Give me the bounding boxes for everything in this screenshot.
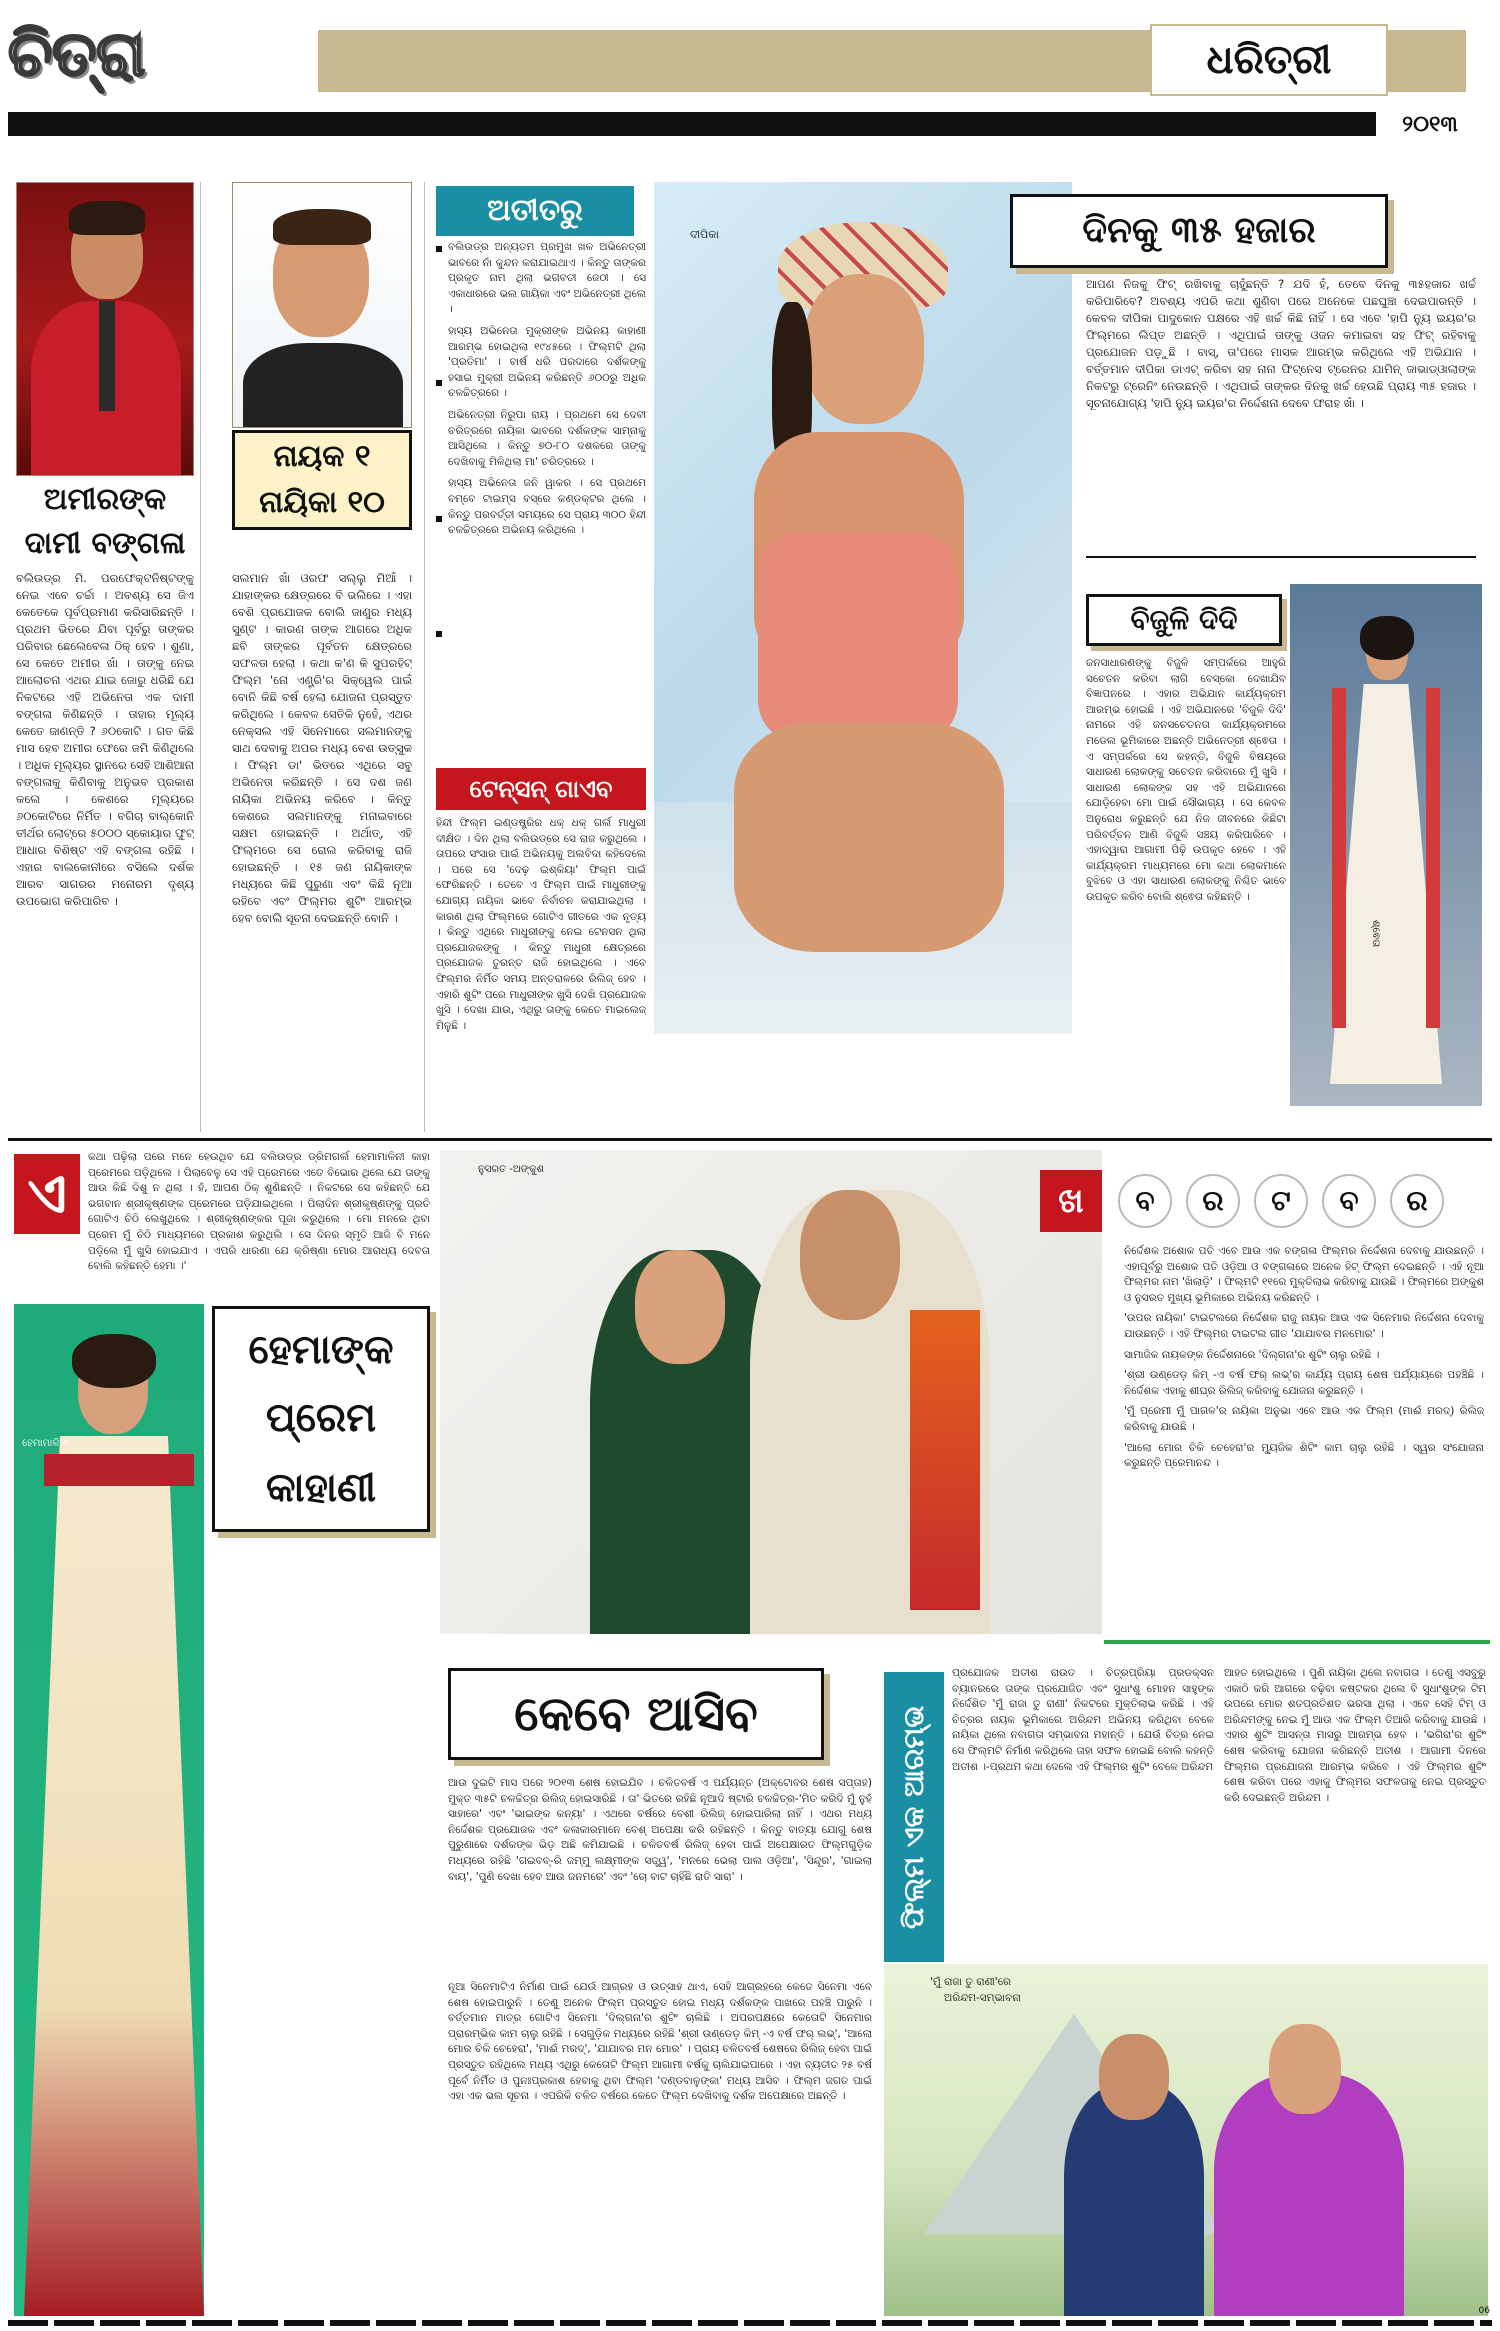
khabar-photo	[440, 1150, 1102, 1634]
hema-intro-letter-box: ଏ	[14, 1154, 80, 1234]
aamir-headline-2: ଦାମୀ ବଙ୍ଗଳା	[24, 526, 186, 561]
bullet-dot	[436, 246, 442, 252]
bijuli-photo-caption: ଶ୍ଵେତା	[1370, 920, 1381, 948]
masthead	[0, 0, 1500, 150]
deepika-face	[804, 274, 924, 424]
khabar-male-scarf	[910, 1310, 980, 1610]
khabar-letter: ର	[1186, 1174, 1240, 1228]
hema-figure-saree	[24, 1436, 204, 2316]
column-divider-1	[200, 182, 201, 1132]
khabar-male-head	[800, 1190, 900, 1320]
khabar-letter: ବ	[1118, 1174, 1172, 1228]
ateetaru-item: ବଲିଉଡ୍‌ର ଅନ୍ୟତମ ପ୍ରମୁଖ ଖଳ ଅଭିନେତ୍ରୀ ଭାବରେ ନାଁ କୁନ୍ଦନ କରାଯାଇଥାଏ । କିନ୍ତୁ ତାଙ୍କର ପ୍ରକୃତ ନାମ ଥିଲା ଭଗବତୀ ଜେଠୀ । ସେ ଏକାଧାରରେ ଭଲ ଗାୟିକା ଏବଂ ଅଭିନେତ୍ରୀ ଥିଲେ ।	[448, 241, 646, 316]
publication-name: ଧରିତ୍ରୀ	[1206, 36, 1332, 83]
khabar-title-letters	[1040, 1170, 1490, 1234]
film-female-head	[1269, 2024, 1341, 2114]
masthead-rule	[8, 112, 1376, 136]
khabar-item: 'ମୁଁ ପ୍ରେମୀ ମୁଁ ପାଗଳ'ର ନାୟିକା ଅନୁଭା ଏବେ ଆଉ ଏକ ଫିଲ୍ମ (ମାଈଁ ମରଦ୍) ରିଲିଜ୍ କରିବାକୁ ଯାଉଛି ।	[1124, 1405, 1484, 1433]
bijuli-figure-dupatta	[1332, 688, 1440, 1028]
khabar-letter: ବ	[1322, 1174, 1376, 1228]
deepika-photo	[654, 182, 1072, 1034]
salman-headline-1: ନାୟକ ୧	[273, 439, 371, 474]
hema-photo	[14, 1304, 204, 2316]
salman-article: ସଲମାନ ଖାଁ ଓରଫ ସଲ୍ଲୁ ମିଆଁ । ଯାହାଙ୍କର କ୍ଷେତ୍ରରେ ବି ଭଲିରେ । ଏହା ବେଶି ପ୍ରଯୋଜକ ବୋଲି ଜାଣୁର ମଧ୍ୟ ସୁଣ୍ଟ । କାରଣ ତାଙ୍କ ଆଗରେ ଅଧିକ ଛବି ତାଙ୍କର ପୂର୍ବତନ କ୍ଷେତ୍ରରେ ସଫଳତା ହେଲା । କଥା କ'ଣ କି ସୁପରହିଟ୍ ଫିଲ୍ମ 'ନୋ ଏଣ୍ଟ୍ରି'ର ସିକ୍ୱେଲ ପାଇଁ ବୋନି କିଛି ବର୍ଷ ହେଲା ଯୋଜନା ପ୍ରସ୍ତୁତ କରିଥିଲେ । କେବଳ ସେତିକି ନୁହେଁ, ଏଥର ନେକ୍ସଲ ଏହି ସିନେମାରେ ସଲମାନଙ୍କୁ ସାଥ ଦେବାକୁ ଅପର ମଧ୍ୟ ବେଶ ଉତ୍ସୁକ । ଫିଲ୍ମ ଡା' ଭିତରେ ଏଥିରେ ସବୁ ଅଭିନେତା କରିଛନ୍ତି । ସେ ଦଶ ଜଣ ନାୟିକା ଅଭିନୟ କରିବେ । କିନ୍ତୁ କେଶରେ ସଲମାନଙ୍କୁ ମନାଇବାରେ ସକ୍ଷମ ହୋଇଛନ୍ତି । ଅର୍ଥାତ୍, ଏହି ଫିଲ୍ମରେ ସେ ରୋଲ କରିବାକୁ ରାଜି ହୋଇଛନ୍ତି । ୧୫ ଜଣ ନାୟିକାଙ୍କ ମଧ୍ୟରେ କିଛି ପୁରୁଣା ଏବଂ କିଛି ନୂଆ ରହିବେ ଏବଂ ଫିଲ୍ମର ଶୁଟିଂ ଆରମ୍ଭ ହେବ ବୋଲି ସୂଚନା ଦେଇଛନ୍ତି ବୋନି ।	[232, 571, 412, 925]
footer-rule	[8, 2320, 1492, 2326]
aamir-figure-hair	[69, 201, 145, 235]
deepika-article-bottom-rule	[1086, 556, 1476, 558]
tension-heading: ଟେନ୍‌ସନ୍ ଗାଏବ	[469, 775, 613, 803]
hema-intro: କଥା ପଢ଼ିଲା ପରେ ମନେ ହେଉଥିବ ଯେ ବଲିଉଡ୍‌ର ଡ୍ରିମଗର୍ଲ ହେମାମାଳିନୀ କାହା ପ୍ରେମରେ ପଡ଼ିଥିଲେ । ପିଲାବେଳୁ ସେ ଏହି ପ୍ରେମରେ ଏତେ ବିଭୋର ଥିଲେ ଯେ ତାଙ୍କୁ ଆଉ କିଛି ଦିଶୁ ନ ଥିଲା । ହଁ, ଆପଣ ଠିକ୍ ଶୁଣିଛନ୍ତି । ନିକଟରେ ସେ କହିଛନ୍ତି ଯେ ଭଗବାନ ଶ୍ରୀକୃଷ୍ଣଙ୍କ ପ୍ରେମରେ ପଡ଼ିଯାଇଥିଲେ । ପିଲାଦିନ ଶ୍ରୀକୃଷ୍ଣଙ୍କୁ ପ୍ରତି ଗୋଟିଏ ଚିଠି ଲେଖୁଥିଲେ । ଶ୍ରୀକୃଷ୍ଣଙ୍କର ପୂଜା କରୁଥିଲେ । ମୋ ମନରେ ଥିବା ପ୍ରେମ ମୁଁ ଚିଠି ମାଧ୍ୟମରେ ପ୍ରକାଶ କରୁଥିଲି । ସେ ଦିନର ସ୍ମୃତି ଆଜି ବି ମନେ ପଡ଼ିଲେ ମୁଁ ଖୁସି ହୋଇଯାଏ । ଏପରି ଧାରଣା ଯେ କ୍ରିଷ୍ଣା ମୋର ଆରାଧ୍ୟ ଦେବତା ବୋଲି କହିଛନ୍ତି ହେମା ।'	[88, 1151, 430, 1273]
aamir-article: ବଲିଉଡ୍‌ର ମି. ପରଫେକ୍ଟନିଷ୍ଟଙ୍କୁ ନେଇ ଏବେ ଚର୍ଚ୍ଚା । ଅବଶ୍ୟ ସେ ଜିଏ କେତେକେ ପୂର୍ବପ୍ରମାଣ କରିସାରିଛନ୍ତି । ପ୍ରଥମ ଭିତରେ ଯିବା ପୂର୍ବରୁ ତାଙ୍କର ପରିବାର ଛେଲେବେଳା ଠିକ୍ ହେବ । ଶୁଣା, ସେ କେତେ ଅମୀର ଖାଁ । ତାଙ୍କୁ ନେଇ ଆଲୋଚନା ଏଥର ଯାଇ ଜୋରୁ ଧରିଛି ଯେ ନିକଟରେ ଏହି ଅଭିନେତା ଏକ ଦାମୀ ବଙ୍ଗଳା କିଣିଛନ୍ତି । ତାହାର ମୂଲ୍ୟ କେତେ ଜାଣନ୍ତି ? ୬୦କୋଟି । ଗତ କିଛି ମାସ ହେବ ଅମୀର ଫେରେ ଜମି କିଣିଥିଲେ । ଅଧିକ ମୂଲ୍ୟର ସ୍ଥାନରେ ସେହି ଆଶିଆନା ବଙ୍ଗଳାକୁ କିଣିବାକୁ ଅନୁଭବ ପ୍ରକାଶ କଲେ । କେଶରେ ମୂଲ୍ୟରେ ୬୦କୋଟିରେ ନିର୍ମିତ । ବଗିଚା ବାଲ୍କୋନି ତୀର୍ଥର ଲୋଟ୍‌ରେ ୫୦୦୦ ସ୍କୋୟାର ଫୁଟ୍ ଆଧାର ବିଶିଷ୍ଟ ଏହି ବଙ୍ଗଳା ରହିଛି । ଏହାର ବାଲକୋନୀରେ ବସିଲେ ଦର୍ଶକ ଆରବ ସାଗରର ମନୋରମ ଦୃଶ୍ୟ ଉପଭୋଗ କରିପାରିବ ।	[16, 571, 194, 908]
deepika-swimsuit	[758, 532, 958, 742]
khabar-item: 'ଆଲୋ ମୋର ଚିକି ଚେହେରା'ର ମ୍ୟୁଜିକ ଶିଟିଂ କାମ ଚାଲୁ ରହିଛି । ସ୍ୱର ସଂଯୋଜନା କରୁଛନ୍ତି ପ୍ରେମାନନ୍ଦ ।	[1124, 1441, 1484, 1470]
khabar-letter: ଖ	[1040, 1170, 1102, 1232]
kebe-paragraph-2: ନୂଆ ସିନେମାଟିଏ ନିର୍ମାଣ ପାଇଁ ଯେଉଁ ଆଗ୍ରହ ଓ ଉତ୍ସାହ ଥାଏ, ସେହି ଆଗ୍ରହରେ କେତେ ସିନେମା ଏବେ ଶେଷ ହୋଇପାରୁନି । ତେଣୁ ଅନେକ ଫିଲ୍ମ ପ୍ରସ୍ତୁତ ହୋଇ ମଧ୍ୟ ଦର୍ଶକଙ୍କ ପାଖରେ ପହଞ୍ଚି ପାରୁନି । ବର୍ତ୍ତମାନ ମାତ୍ର ଗୋଟିଏ ସିନେମା 'ଦିଲ୍‌ଗନା'ର ଶୁଟିଂ ଚାଲିଛି । ଅପରପକ୍ଷରେ କେତୋଟି ସିନେମାର ପ୍ରାରମ୍ଭିକ କାମ ଚାଲୁ ରହିଛି । ସେଗୁଡ଼ିକ ମଧ୍ୟରେ ରହିଛି 'ଶ୍ରୀ ଉଣ୍ଡେଡ଼ କିମ୍ -ଏ ବର୍ଷ ଫର୍ ଲଭ୍', 'ଆଲୋ ମୋର ଚିକି ଚେହେରା', 'ମାଈଁ ମରଦ୍', 'ଯାଯାବର ମନ ମୋର' । ପ୍ରାୟ ଚଳିତବର୍ଷ ଶେଷରେ ରିଲିଜ୍ ହେବା ପାଇଁ ପ୍ରସ୍ତୁତ ରହିଥିଲେ ମଧ୍ୟ ଏଥିରୁ କେତୋଟି ଫିଲ୍ମ ଆଗାମୀ ବର୍ଷକୁ ଚାଲିଯାଇପାରେ । ଏହା ବ୍ୟତୀତ ୨୫ ବର୍ଷ ପୂର୍ବେ ନିର୍ମିତ ଓ ପୁନଃପ୍ରକାଶ ହେବାକୁ ଥିବା ଫିଲ୍ମ 'ଦଣ୍ଡବାଳୁଙ୍କା' ମଧ୍ୟ ଆସିବ । ଫିଲ୍ମ ଜଗତ ପାଇଁ ଏହା ଏକ ଭଲ ସୂଚନା । ଏପରିକି ଚଳିତ ବର୍ଷରେ କେତେ ଫିଲ୍ମ ଦେଖିବାକୁ ଦର୍ଶକ ଅପେକ୍ଷାରେ ଅଛନ୍ତି ।	[448, 1981, 872, 2103]
salman-headline-2: ନାୟିକା ୧୦	[259, 485, 385, 520]
hema-figure-hair	[72, 1334, 156, 1388]
bijuli-figure-hair	[1360, 616, 1414, 660]
khabar-letter: ଟ	[1254, 1174, 1308, 1228]
deepika-photo-caption: ଦୀପିକା	[690, 228, 719, 241]
deepika-legs	[734, 722, 1004, 952]
khabar-item: ସାମାଜିକ ନାୟକଙ୍କ ନିର୍ଦ୍ଦେଶନାରେ 'ଦିଲ୍‌ଗନା'ର ଶୁଟିଂ ଚାଲୁ ରହିଛି ।	[1124, 1348, 1380, 1361]
bullet-dot	[436, 380, 442, 386]
ateetaru-bullet-markers	[436, 246, 444, 646]
aamir-photo	[16, 182, 194, 476]
page-number: 06	[1478, 2306, 1490, 2316]
hema-headline-1: ହେମାଙ୍କ	[248, 1327, 394, 1373]
bijuli-headline: ବିଜୁଳି ଦିଦି	[1130, 603, 1238, 636]
khabar-list	[1112, 1244, 1484, 1636]
hema-headline-2: ପ୍ରେମ	[265, 1395, 377, 1441]
film-photo-caption-1: 'ମୁଁ ରାଜା ତୁ ରାଣୀ'ରେ	[930, 1976, 1011, 1988]
hema-figure-border	[44, 1454, 194, 1486]
khabar-female-head	[635, 1250, 725, 1364]
kebe-paragraph-1: ଆଉ ଦୁଇଟି ମାସ ପରେ ୨୦୧୩ ଶେଷ ହୋଇଯିବ । ଚଳିତବର୍ଷ ଏ ପର୍ଯ୍ୟନ୍ତ (ଅକ୍ଟୋବର ଶେଷ ସପ୍ତାହ) ମୁକ୍ତ ୩୫ଟି ଚଳଚ୍ଚିତ୍ର ରିଲିଜ୍ ହୋଇସାରିଛି । ତା' ଭିତରେ ରହିଛି ନୂଆଦି ଷ୍ଟାରି ଚଳଚ୍ଚିତ୍ର-'ମିତ କରିଦି ମୁଁ ନୁହଁ ସାହାରେ' ଏବଂ 'ଭାଇଙ୍କ କନ୍ୟା' । ଏଥରେ ବର୍ଷରେ ବେଶୀ ରିଲିଜ୍ ହୋଇପାରିଲା ନାହିଁ । ଏଥର ମଧ୍ୟ ନିର୍ଦ୍ଦେଶକ ପ୍ରଯୋଜକ ଏବଂ କଳାକାରମାନେ ବେଶ୍ ଅପେକ୍ଷା କରି ରହିଛନ୍ତି । କିନ୍ତୁ ବାତ୍ୟା ଯୋଗୁ ଶେଷ ପୁରୁଣାରେ ଦର୍ଶକଙ୍କ ଭିଡ଼ ଅଛି କମିଯାଇଛି । ଚଳିତବର୍ଷ ରିଲିଜ୍ ହେବା ପାଇଁ ଅପେକ୍ଷାରତ ଫିଲ୍ମଗୁଡ଼ିକ ମଧ୍ୟରେ ରହିଛି 'ଗଇବବ୍-ରି ଜମ୍ମୁ ଲକ୍ଷ୍ମୀଙ୍କ ସତ୍ତ୍ୱ', 'ମନରେ ଭେଲା ପାଲ ଓଡ଼ିଆ', 'ସିନ୍ଦୂର', 'ଗାଇଲା ବାୟ', 'ପୁଣି ଦେଖା ହେବ ଆଉ ଜନମରେ' ଏବଂ 'ଚୋ ବାଟ ଚାହିଁଛି ରାତି ସାରା' ।	[448, 1777, 872, 1883]
bijuli-photo	[1290, 584, 1482, 1106]
ateetaru-heading: ଅତୀତରୁ	[487, 193, 583, 228]
khabar-item: ନିର୍ଦ୍ଦେଶକ ଅଶୋକ ପତି ଏବେ ଆଉ ଏକ ବଙ୍ଗଳା ଫିଲ୍ମର ନିର୍ଦ୍ଦେଶନା ଦେବାକୁ ଯାଉଛନ୍ତି । ଏହାପୂର୍ବରୁ ଅଶୋକ ପତି ଓଡ଼ିଆ ଓ ବଙ୍ଗଳାରେ ଅନେକ ହିଟ୍ ଫିଲ୍ମ ଦେଇଛନ୍ତି । ଏହି ନୂଆ ଫିଲ୍ମର ନାମ 'ଖିଲାଡ଼ି' । ଫିଲ୍ମଟି ୧୧ରେ ମୁକ୍ତିଲାଭ କରିବାକୁ ଯାଉଛି । ଫିଲ୍ମରେ ଅଙ୍କୁଶ ଓ ନୁସରତ ମୁଖ୍ୟ ଭୂମିକାରେ ଅଭିନୟ କରିଛନ୍ତି ।	[1124, 1245, 1484, 1304]
ateetaru-list	[436, 240, 646, 720]
khabar-letter: ର	[1390, 1174, 1444, 1228]
salman-photo	[232, 182, 412, 428]
tension-article: ହିନ୍ଦୀ ଫିଲ୍ମ ଇଣ୍ଡଷ୍ଟ୍ରିର ଧକ୍ ଧକ୍ ଗର୍ଲ ମାଧୁରୀ ଦୀକ୍ଷିତ । ଦିନ ଥିଲା ବଲିଉଡ୍‌ରେ ସେ ରାଜ କରୁଥିଲେ । ତାପରେ ସଂସାର ପାଇଁ ଅଭିନୟକୁ ଅଲବିଦା କହିଦେଲେ । ପରେ ସେ 'ଦେଢ଼ ଇଶ୍କିୟା' ଫିଲ୍ମ ପାଇଁ ଫେରିଛନ୍ତି । ତେବେ ଏ ଫିଲ୍ମ ପାଇଁ ମାଧୁରୀଙ୍କୁ ଯୋଗ୍ୟ ନାୟିକା ଭାବେ ନିର୍ବାଚନ କରାଯାଇଥିଲା । କାରଣ ଥିଲା ଫିଲ୍ମରେ ଗୋଟିଏ ଗୀତରେ ଏକ ନୃତ୍ୟ । କିନ୍ତୁ ଏଥିରେ ମାଧୁରୀଙ୍କୁ ନେଇ ଟେନସନ ଥିଲା ପ୍ରଯୋଜକଙ୍କୁ । କିନ୍ତୁ ମାଧୁରୀ କ୍ଷେତ୍ରରେ ପ୍ରଯୋଜକ ତୁରନ୍ତ ରାଜି ହୋଇଥିଲେ । ଏବେ ଫିଲ୍ମର ନିର୍ମିତ ସମୟ ଅନ୍ତରାଳରେ ରିଲିଜ୍ ହେବ । ଏହାରି ଶୁଟିଂ ପରେ ମାଧୁରୀଙ୍କ ଖୁସି ଦେଖି ପ୍ରଯୋଜକ ଖୁସି । ଦେଖା ଯାଉ, ଏଥିରୁ ତାଙ୍କୁ କେତେ ମାଇଲେଜ୍ ମିଳୁଛି ।	[436, 817, 646, 1032]
hema-photo-caption: ହେମାମାଳିନୀ	[22, 1438, 69, 1449]
ateetaru-item: ହାସ୍ୟ ଅଭିନେତା ମୁକ୍ରୀଙ୍କ ଅଭିନୟ କାହାଣୀ ଆରମ୍ଭ ହୋଇଥିଲା ୧୯୪୫ରେ । ଫିଲ୍ମଟି ଥିଲା 'ପ୍ରତିମା' । ବାର୍ଷ ଧରି ପରଦାରେ ଦର୍ଶକଙ୍କୁ ହସାଇ ମୁକ୍ରୀ ଅଭିନୟ କରିଛନ୍ତି ୬୦୦ରୁ ଅଧିକ ଚଳଚ୍ଚିତ୍ରରେ ।	[448, 324, 646, 400]
film-photo-caption-2: ଅରିନ୍ଦମ-ସମ୍ଭାବନା	[944, 1992, 1021, 2004]
masthead-year: ୨୦୧୩	[1402, 112, 1458, 137]
film-photo	[884, 1964, 1488, 2316]
aamir-figure-tie	[99, 301, 115, 411]
section-separator	[8, 1138, 1492, 1141]
deepika-article: ଆପଣ ନିଜକୁ ଫିଟ୍ ରଖିବାକୁ ଚାହୁଁଛନ୍ତି ? ଯଦି ହଁ, ତେବେ ଦିନକୁ ୩୫ହଜାର ଖର୍ଚ୍ଚ କରିପାରିବେ? ଅବଶ୍ୟ ଏପରି କଥା ଶୁଣିବା ପରେ ଅନେକେ ପଛଘୁଞ୍ଚା ଦେଇପାରନ୍ତି । କେବଳ ଦୀପିକା ପାଦୁକୋନ ପକ୍ଷରେ ଏହି ଖର୍ଚ୍ଚ କିଛି ନାହିଁ । ସେ ଏବେ 'ହାପି ନ୍ୟୁ ଇୟର'ର ଫିଲ୍ମରେ ଲିପ୍ତ ଅଛନ୍ତି । ଏଥିପାଇଁ ତାଙ୍କୁ ଓଜନ କମାଇବା ସହ ଫିଟ୍ ରହିବାକୁ ପ୍ରଯୋଜନ ପଡ଼ୁଛି । ବାସ୍, ତା'ପରେ ମାସକ ଆରମ୍ଭ କରିଥିଲେ ଏହି ଅଭିଯାନ । ବର୍ତ୍ତମାନ ଦୀପିକା ଡାଏଟ୍ କରିବା ସହ ନାନା ଫିଟ୍‌ନେସ ଟ୍ରେନର ଯାମିନ୍ ଜାଭାଡ୍‌ଓାଲାଙ୍କ ନିକଟରୁ ଟ୍ରେନିଂ ନେଉଛନ୍ତି । ଏଥିପାଇଁ ତାଙ୍କର ଦିନକୁ ଖର୍ଚ୍ଚ ହେଉଛି ପ୍ରାୟ ୩୫ ହଜାର । ସୂଚନାଯୋଗ୍ୟ 'ହାପି ନ୍ୟୁ ଇୟର'ର ନିର୍ଦ୍ଦେଶନା ଦେବେ ଫରାହ ଖାଁ ।	[1086, 277, 1476, 410]
film-column-1: ପ୍ରଯୋଜକ ଅତୀଶ ରାଉତ । ଚିତ୍ରପ୍ରିୟା ପ୍ରଡକ୍ସନ ବ୍ୟାନରରେ ତାଙ୍କ ପ୍ରଯୋଜିତ ଏବଂ ସୁଧାଂଶୁ ମୋହନ ସାହୁଙ୍କ ନିର୍ଦ୍ଦେଶିତ 'ମୁଁ ରାଜା ତୁ ରାଣୀ' ନିକଟରେ ମୁକ୍ତିଲାଭ କରିଛି । ଏହି ଚିତ୍ରର ନାୟକ ଭୂମିକାରେ ଅରିନ୍ଦମ ଅଭିନୟ କରିଥିବା ବେଳେ ନାୟିକା ଥିଲେ ନବାଗତା ସମ୍ଭାବନା ମହାନ୍ତି । ଯେଉଁ ଚିତ୍ର ନେଇ ସେ ଫିଲ୍ମଟି ନିର୍ମାଣ କରିଥିଲେ ତାହା ସଫଳ ହୋଇଛି ବୋଲି କହନ୍ତି ଅତୀଶ ।-ପ୍ରଥମ କଥା ଦେଲେ ଏହି ଫିଲ୍ମର ଶୁଟିଂ ବେଳେ ଅରିନ୍ଦମ	[952, 1667, 1214, 1773]
aamir-headline-1: ଅମୀରଙ୍କ	[43, 482, 167, 517]
bijuli-article: ଜନସାଧାରଣଙ୍କୁ ବିଜୁଳି ସମ୍ପର୍କରେ ଆହୁରି ସଚେତନ କରିବା ଲାଗି ବେସ୍କୋ ଦେଖାଯିବ ବିଜ୍ଞାପନରେ । ଏହାର ଅଭିଯାନ କାର୍ଯ୍ୟକ୍ରମ ଆରମ୍ଭ ହୋଇଛି । ଏହି ଅଭିଯାନରେ 'ବିଜୁଳି ଦିଦି' ନାମରେ ଏହି ଜନସଚେତନତା କାର୍ଯ୍ୟକ୍ରମରେ ମଡେଲ ଭୂମିକାରେ ଅଛନ୍ତି ଅଭିନେତ୍ରୀ ଶ୍ଵେତା । ଏ ସମ୍ପର୍କରେ ସେ କହନ୍ତି, ବିଜୁଳି ବିଷୟରେ ସାଧାରଣ ଲୋକଙ୍କୁ ସଚେତନ କରିବାରେ ମୁଁ ଖୁସି । ସାଧାରଣ ଲୋକଙ୍କ ସହ ଏହି ଅଭିଯାନରେ ଯୋଡ଼ିହେବା ମୋ ପାଇଁ ସୌଭାଗ୍ୟ । ସେ କେବଳ ଅନୁରୋଧ କରୁଛନ୍ତି ଯେ ନିଜ ଜୀବନରେ କିଛିଟା ପରିବର୍ତ୍ତନ ଆଣି ବିଜୁଳି ସଞ୍ଚୟ କରିପାରିବେ । ଏହାଦ୍ୱାରା ଆଗାମୀ ପିଢ଼ି ଉପକୃତ ହେବେ । ଏହି କାର୍ଯ୍ୟକ୍ରମ ମାଧ୍ୟମରେ ମୋ କଥା ଲୋକମାନେ ବୁଝିବେ ଓ ଏହା ସାଧାରଣ ଲୋକଙ୍କୁ ନିଶ୍ଚିତ ଭାବେ ଉପକୃତ କରିବ ବୋଲି ଶ୍ଵେତା କହିଛନ୍ତି ।	[1086, 657, 1286, 903]
deepika-headline: ଦିନକୁ ୩୫ ହଜାର	[1082, 210, 1316, 251]
khabar-item: 'ଉପର ନାୟିକା' ଟାଇଟଲରେ ନିର୍ଦ୍ଦେଶକ ରାଜୁ ନାୟକ ଆଉ ଏକ ସିନେମାର ନିର୍ଦ୍ଦେଶନା ଦେବାକୁ ଯାଉଛନ୍ତି । ଏହି ଫିଲ୍ମର ଟାଇଟଲ ଗୀତ 'ଯାଯାବର ମନମୋର' ।	[1124, 1312, 1484, 1340]
kebe-headline: କେବେ ଆସିବ	[514, 1686, 758, 1742]
film-column-2: ଆହତ ହୋଇଥିଲେ । ପୁଣି ନାୟିକା ଥିଲେ ନବାଗତା । ତେଣୁ ଏସବୁରୁ ଏକାଠି କରି ଆଗରେ ବଢ଼ିବା କଷ୍ଟକର ଥିଲେ ବି ସୁଧାଂଶୁଙ୍କ ଟିମ୍ ଉପରେ ମୋର ଶତପ୍ରତିଶତ ଭରସା ଥିଲା । ଏବେ ସେହି ଟିମ୍ ଓ ଅରିନ୍ଦମଙ୍କୁ ନେଇ ମୁଁ ଆଉ ଏକ ଫିଲ୍ମ ତିଆରି କରିବାକୁ ଯାଉଛି । ଏହାର ଶୁଟିଂ ଆସନ୍ତା ମାସରୁ ଆରମ୍ଭ ହେବ । 'ଭଗିରା'ର ଶୁଟିଂ ଶେଷ କରିବାକୁ ଯୋଜନା କରିଛନ୍ତି ଅତୀଶ । ଆଗାମୀ ଦିନରେ ଫିଲ୍ମର ପ୍ରଯୋଜନା ଆରମ୍ଭ କରିବେ । ଏହି ଫିଲ୍ମର ଶୁଟିଂ ଶେଷ କରିବା ପରେ ଏହାକୁ ଫିଲ୍ମର ସଫଳତାକୁ ନେଇ ପ୍ରସ୍ତୁତ କରି ଦେଇଛନ୍ତି ଅରିନ୍ଦମ ।	[1224, 1667, 1486, 1804]
masthead-logo: ଚିତ୍ରା	[8, 17, 146, 90]
salman-figure-body	[243, 343, 403, 428]
bullet-dot	[436, 631, 442, 637]
column-divider-2	[424, 182, 425, 1132]
bullet-dot	[436, 516, 442, 522]
khabar-photo-caption: ନୁସରତ -ଅଙ୍କୁଶ	[478, 1164, 544, 1175]
khabar-item: 'ଶ୍ରୀ ଉଣ୍ଡେଡ଼ କିମ୍ -ଏ ବର୍ଷ ଫର୍ ଲଭ୍'ର କାର୍ଯ୍ୟ ପ୍ରାୟ ଶେଷ ପର୍ଯ୍ୟାୟରେ ପହଞ୍ଚିଛି । ନିର୍ଦ୍ଦେଶକ ଏହାକୁ ଶୀଘ୍ର ରିଲିଜ୍ କରିବାକୁ ଯୋଜନା କରୁଛନ୍ତି ।	[1124, 1369, 1484, 1397]
ateetaru-item: ଅଭିନେତ୍ରୀ ନିରୁପା ରାୟ । ପ୍ରଥମେ ସେ ଦେବୀ ଚରିତ୍ରରେ ନାୟିକା ଭାବରେ ଦର୍ଶକଙ୍କ ସାମ୍ନାକୁ ଆସିଥିଲେ । କିନ୍ତୁ ୭୦-୮୦ ଦଶକରେ ତାଙ୍କୁ ଦେଖିବାକୁ ମିଳିଥିଲା ମା' ଚରିତ୍ରରେ ।	[448, 408, 646, 468]
khabar-green-rule	[1104, 1640, 1490, 1644]
salman-figure-hair	[273, 209, 371, 245]
film-male-head	[1099, 2034, 1169, 2120]
ateetaru-item: ହାସ୍ୟ ଅଭିନେତା ଜନି ୱାକର । ସେ ପ୍ରଥମେ ବମ୍ବେ ଟାଇମ୍ସ ବସ୍‌ରେ କଣ୍ଡକ୍ଟର ଥିଲେ । କିନ୍ତୁ ପରବର୍ତ୍ତୀ ସମୟରେ ସେ ପ୍ରାୟ ୩୦୦ ହିନ୍ଦୀ ଚଳଚ୍ଚିତ୍ରରେ ଅଭିନୟ କରିଥିଲେ ।	[448, 477, 646, 537]
film-vertical-heading: ଫିଲ୍ମ ଏକ ଆରମ୍ଭ	[897, 1705, 930, 1929]
hema-headline-3: କାହାଣୀ	[265, 1465, 377, 1511]
